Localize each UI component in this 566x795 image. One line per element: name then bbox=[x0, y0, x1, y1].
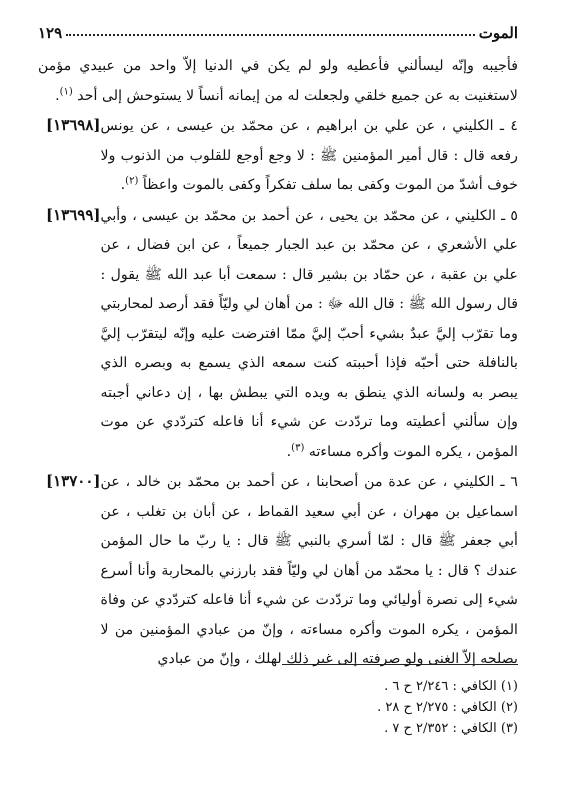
running-header bbox=[38, 20, 518, 42]
footnotes bbox=[300, 676, 518, 739]
paragraph-text: فأجيبه وإنّه ليسألني فأعطيه ولو لم يكن في الدنيا إلاّ واحد من عبيدي مؤمن لاستغنيت به عن جميع خلقي ولجعلت له من إيمانه أنساً لا يستوحش إلى أحد bbox=[38, 58, 518, 104]
hadith-entry bbox=[38, 467, 518, 675]
footnote-ref: (١) bbox=[59, 85, 73, 97]
hadith-entry: ٥ ـ الكليني ، عن محمّد بن يحيى ، عن أحمد بن محمّد بن عيسى ، وأبي علي الأشعري ، عن محمّد بن عبد الجبار جميعاً ، عن ابن فضال ، عن علي بن عقبة ، عن حمّاد بن بشير قال : سمعت أبا عبد الله ﷺ يقول : قال رسول الله ﷺ : قال الله ﷻ : من أهان لي وليّاً فقد أرصد لمحاربتي وما تقرّب إليَّ عبدٌ بشيء أحبّ إليَّ ممّا افترضت عليه وإنّه ليتقرّب إليَّ بالنافلة حتى أحبّه فإذا أحببته كنت سمعه الذي يسمع به وبصره الذي يبصر به ولسانه الذي ينطق به ويده التي يبطش بها ، إن دعاني أجبته وإن سألني أعطيته وما تردّدت عن شيء أنا فاعله كتردّدي عن موت المؤمن ، يكره الموت وأكره مساءته $^{(٣)}$. [١٣٦٩٩] bbox=[38, 201, 518, 468]
footnote-ref: (٢) bbox=[125, 175, 139, 187]
footnote-divider bbox=[282, 664, 518, 665]
footnote-item: (٣) الكافي : ٢/٣٥٢ ح ٧ . bbox=[384, 721, 518, 736]
header-leader-dots bbox=[66, 34, 475, 36]
hadith-entry: ٤ ـ الكليني ، عن علي بن ابراهيم ، عن محمّد بن عيسى ، عن يونس رفعه قال : قال أمير المؤمنين ﷺ : لا وجع أوجع للقلوب من الذنوب ولا خوف أشدّ من الموت وكفى بما سلف تفكراً وكفى بالموت واعظاً $^{(٢)}$. [١٣٦٩٨] bbox=[38, 111, 518, 201]
chapter-title: الموت bbox=[478, 24, 518, 42]
hadith-text: ٤ ـ الكليني ، عن علي بن ابراهيم ، عن محمّد بن عيسى ، عن يونس رفعه قال : قال أمير المؤمنين ﷺ : لا وجع أوجع للقلوب من الذنوب ولا خوف أشدّ من الموت وكفى بما سلف تفكراً وكفى بالموت واعظاً bbox=[100, 118, 518, 193]
hadith-number: [١٣٦٩٩] bbox=[46, 205, 101, 224]
page-number: ١٢٩ bbox=[38, 24, 63, 42]
footnote-item: (٢) الكافي : ٢/٢٧٥ ح ٢٨ . bbox=[377, 700, 518, 715]
hadith-text: ٥ ـ الكليني ، عن محمّد بن يحيى ، عن أحمد بن محمّد بن عيسى ، وأبي علي الأشعري ، عن محمّد بن عبد الجبار جميعاً ، عن ابن فضال ، عن علي بن عقبة ، عن حمّاد بن بشير قال : سمعت أبا عبد الله ﷺ يقول : قال رسول الله ﷺ : قال الله ﷻ : من أهان لي وليّاً فقد أرصد لمحاربتي وما تقرّب إليَّ عبدٌ بشيء أحبّ إليَّ ممّا افترضت عليه وإنّه ليتقرّب إليَّ بالنافلة حتى أحبّه فإذا أحببته كنت سمعه الذي يسمع به وبصره الذي يبصر به ولسانه الذي ينطق به ويده التي يبطش بها ، إن دعاني أجبته وإن سألني أعطيته وما تردّدت عن شيء أنا فاعله كتردّدي عن موت المؤمن ، يكره الموت وأكره مساءته bbox=[100, 207, 518, 460]
hadith-text: ٦ ـ الكليني ، عن عدة من أصحابنا ، عن أحمد بن محمّد بن خالد ، عن اسماعيل بن مهران ، عن أبي سعيد القماط ، عن أبان بن تغلب ، عن أبي جعفر ﷺ قال : لمّا أسري بالنبي ﷺ قال : يا ربّ ما حال المؤمن عندك ؟ قال : يا محمّد من أهان لي وليّاً فقد بارزني بالمحاربة وأنا أسرع شيء إلى نصرة أوليائي وما تردّدت عن شيء أنا فاعله كتردّدي عن وفاة المؤمن ، يكره الموت وأكره مساءته ، وإنّ من عبادي المؤمنين من لا يصلحه إلاّ الغنى ولو صرفته إلى غير ذلك لهلك ، وإنّ من عبادي bbox=[100, 474, 518, 667]
hadith-number: [١٣٦٩٨] bbox=[46, 116, 101, 134]
hadith-number: [١٣٧٠٠] bbox=[46, 472, 101, 490]
footnote-item: (١) الكافي : ٢/٢٤٦ ح ٦ . bbox=[384, 679, 518, 694]
page-body bbox=[38, 52, 518, 675]
footnote-ref: (٣) bbox=[291, 441, 305, 453]
paragraph-continuation: فأجيبه وإنّه ليسألني فأعطيه ولو لم يكن في الدنيا إلاّ واحد من عبيدي مؤمن لاستغنيت به عن جميع خلقي ولجعلت له من إيمانه أنساً لا يستوحش إلى أحد $^{(١)}$. bbox=[38, 58, 518, 104]
